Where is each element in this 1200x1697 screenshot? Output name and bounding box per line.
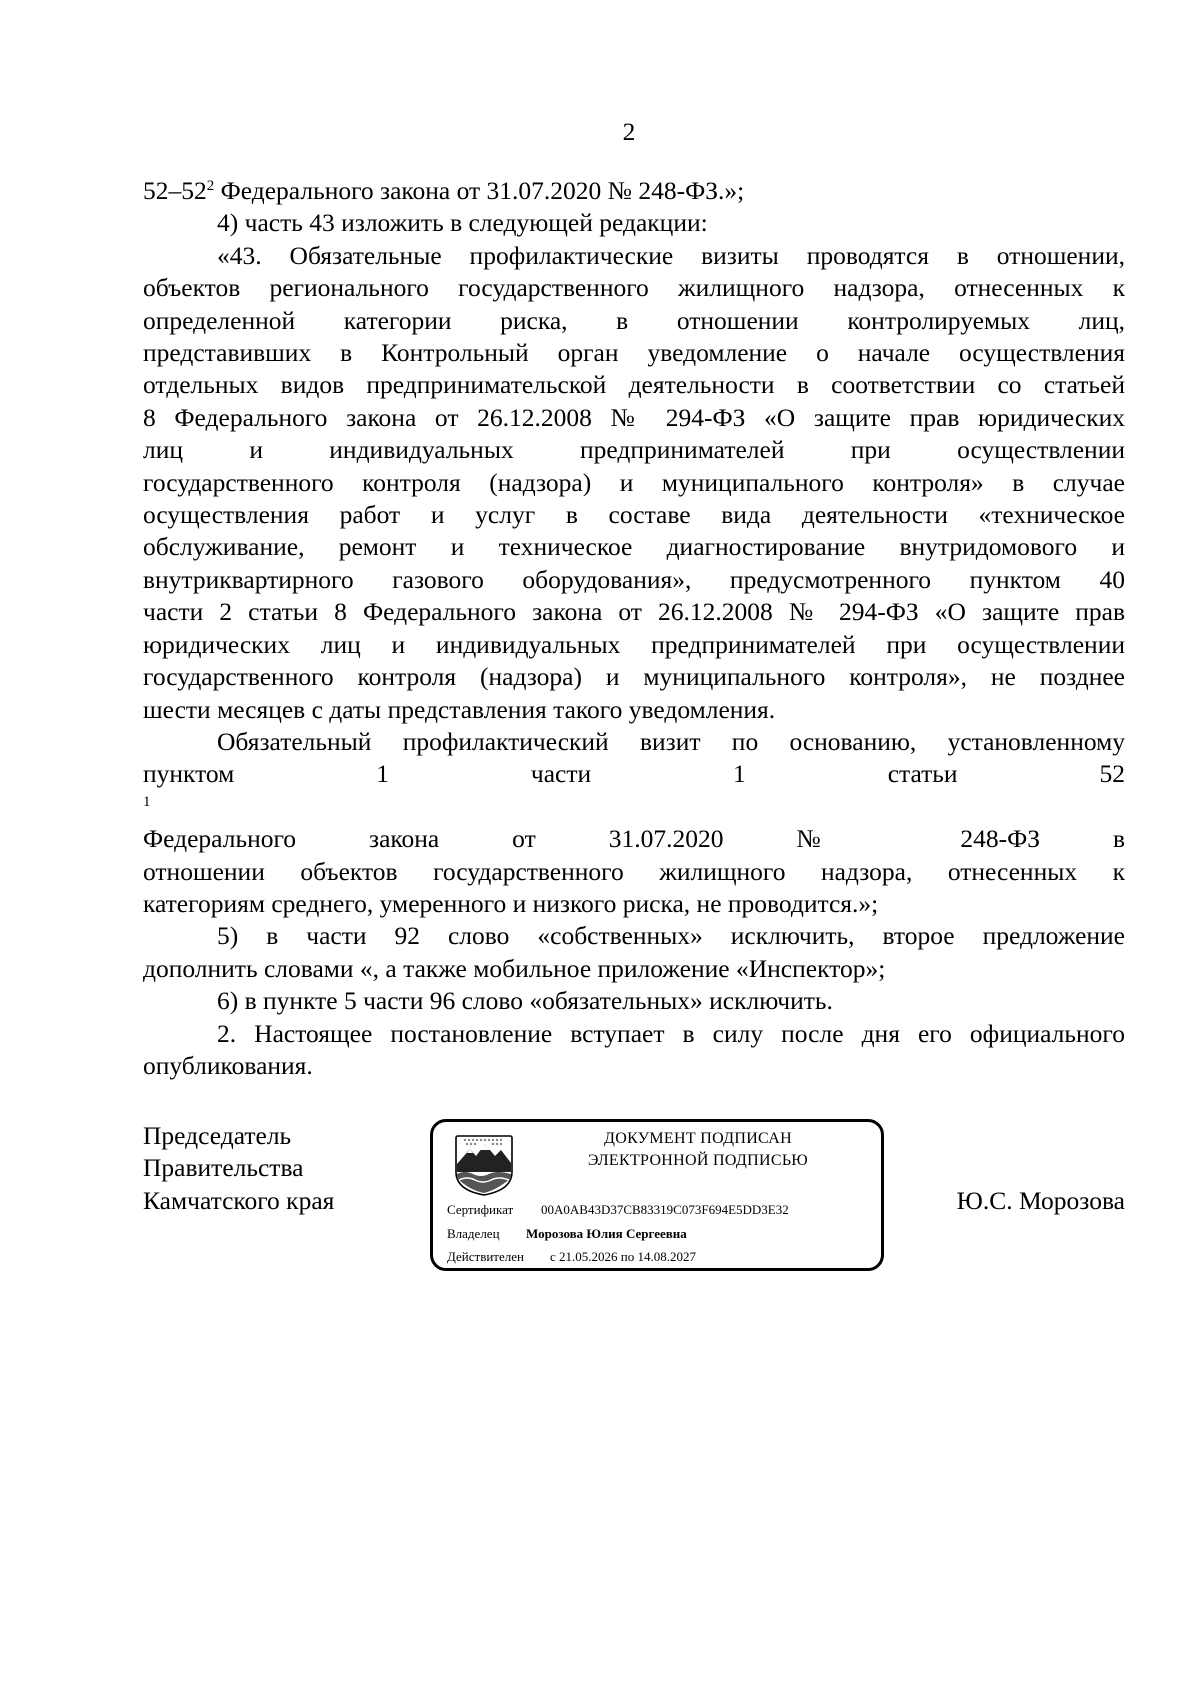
text-line: представивших в Контрольный орган уведомление о начале осуществления bbox=[143, 338, 1125, 368]
text-line bbox=[143, 758, 1125, 855]
paragraph-visit-basis bbox=[143, 726, 1125, 920]
item-4: 4) часть 43 изложить в следующей редакции: bbox=[217, 208, 708, 238]
electronic-signature-stamp bbox=[430, 1119, 884, 1271]
law-article-ref: 52–52 bbox=[143, 176, 207, 205]
text-line: шести месяцев с даты представления такого уведомления. bbox=[143, 694, 776, 724]
position-line: Председатель bbox=[143, 1121, 292, 1150]
stamp-certificate-row bbox=[447, 1202, 789, 1218]
text-line: 8 Федерального закона от 26.12.2008 № 294-ФЗ «О защите прав юридических bbox=[143, 402, 1125, 432]
text-line: отношении объектов государственного жилищного надзора, отнесенных к bbox=[143, 856, 1125, 886]
kamchatka-coat-of-arms-icon bbox=[451, 1132, 517, 1198]
text-line: «43. Обязательные профилактические визиты проводятся в отношении, bbox=[217, 240, 1125, 270]
item-5 bbox=[143, 920, 1125, 985]
cert-label: Сертификат bbox=[447, 1202, 514, 1217]
text-segment: Федерального закона от 31.07.2020 № 248-ФЗ в bbox=[143, 824, 1125, 854]
paragraph-43 bbox=[143, 240, 1125, 726]
item-6: 6) в пункте 5 части 96 слово «обязательных» исключить. bbox=[217, 986, 833, 1016]
page-number: 2 bbox=[622, 117, 636, 146]
valid-value: с 21.05.2026 по 14.08.2027 bbox=[550, 1249, 696, 1264]
text-line: категориям среднего, умеренного и низкого риска, не проводится.»; bbox=[143, 888, 879, 918]
text-line: отдельных видов предпринимательской деятельности в соответствии со статьей bbox=[143, 370, 1125, 400]
text-line: лиц и индивидуальных предпринимателей при осуществлении bbox=[143, 435, 1125, 465]
stamp-validity-row bbox=[447, 1249, 696, 1265]
stamp-title: ДОКУМЕНТ ПОДПИСАН bbox=[604, 1130, 792, 1147]
position-line: Камчатского края bbox=[143, 1185, 335, 1215]
owner-value: Морозова Юлия Сергеевна bbox=[526, 1226, 687, 1241]
text-line: обслуживание, ремонт и техническое диагностирование внутридомового и bbox=[143, 532, 1125, 562]
superscript: 1 bbox=[143, 793, 151, 810]
stamp-owner-row bbox=[447, 1226, 687, 1242]
text-line: государственного контроля (надзора) и муниципального контроля» в случае bbox=[143, 467, 1125, 497]
stamp-subtitle: ЭЛЕКТРОННОЙ ПОДПИСЬЮ bbox=[587, 1152, 809, 1169]
text-line: 5) в части 92 слово «собственных» исключить, второе предложение bbox=[217, 921, 1125, 951]
text-line: государственного контроля (надзора) и муниципального контроля», не позднее bbox=[143, 662, 1125, 692]
text-line: опубликования. bbox=[143, 1050, 313, 1080]
text-line: юридических лиц и индивидуальных предпринимателей при осуществлении bbox=[143, 629, 1125, 659]
text-line: Обязательный профилактический визит по основанию, установленному bbox=[217, 726, 1125, 756]
text-line: дополнить словами «, а также мобильное приложение «Инспектор»; bbox=[143, 953, 886, 983]
law-reference: Федерального закона от 31.07.2020 № 248-ФЗ.»; bbox=[214, 176, 745, 205]
paragraph-continuation bbox=[143, 175, 1125, 207]
text-line: 2. Настоящее постановление вступает в силу после дня его официального bbox=[217, 1018, 1125, 1048]
signatory-position bbox=[143, 1120, 334, 1217]
owner-label: Владелец bbox=[447, 1226, 500, 1241]
text-line: объектов регионального государственного жилищного надзора, отнесенных к bbox=[143, 273, 1125, 303]
document-body bbox=[143, 175, 1125, 1082]
signatory-name: Ю.С. Морозова bbox=[956, 1186, 1125, 1215]
text-line: осуществления работ и услуг в составе вида деятельности «техническое bbox=[143, 500, 1125, 530]
position-line: Правительства bbox=[143, 1153, 304, 1183]
valid-label: Действителен bbox=[447, 1249, 524, 1264]
text-line: определенной категории риска, в отношении контролируемых лиц, bbox=[143, 305, 1125, 335]
text-line: части 2 статьи 8 Федерального закона от 26.12.2008 № 294-ФЗ «О защите прав bbox=[143, 597, 1125, 627]
cert-value: 00A0AB43D37CB83319C073F694E5DD3E32 bbox=[541, 1202, 789, 1217]
superscript: 2 bbox=[206, 178, 215, 194]
text-line: внутриквартирного газового оборудования», предусмотренного пунктом 40 bbox=[143, 564, 1125, 594]
item-2-effective bbox=[143, 1018, 1125, 1083]
text-segment: пунктом 1 части 1 статьи 52 bbox=[143, 759, 1125, 789]
